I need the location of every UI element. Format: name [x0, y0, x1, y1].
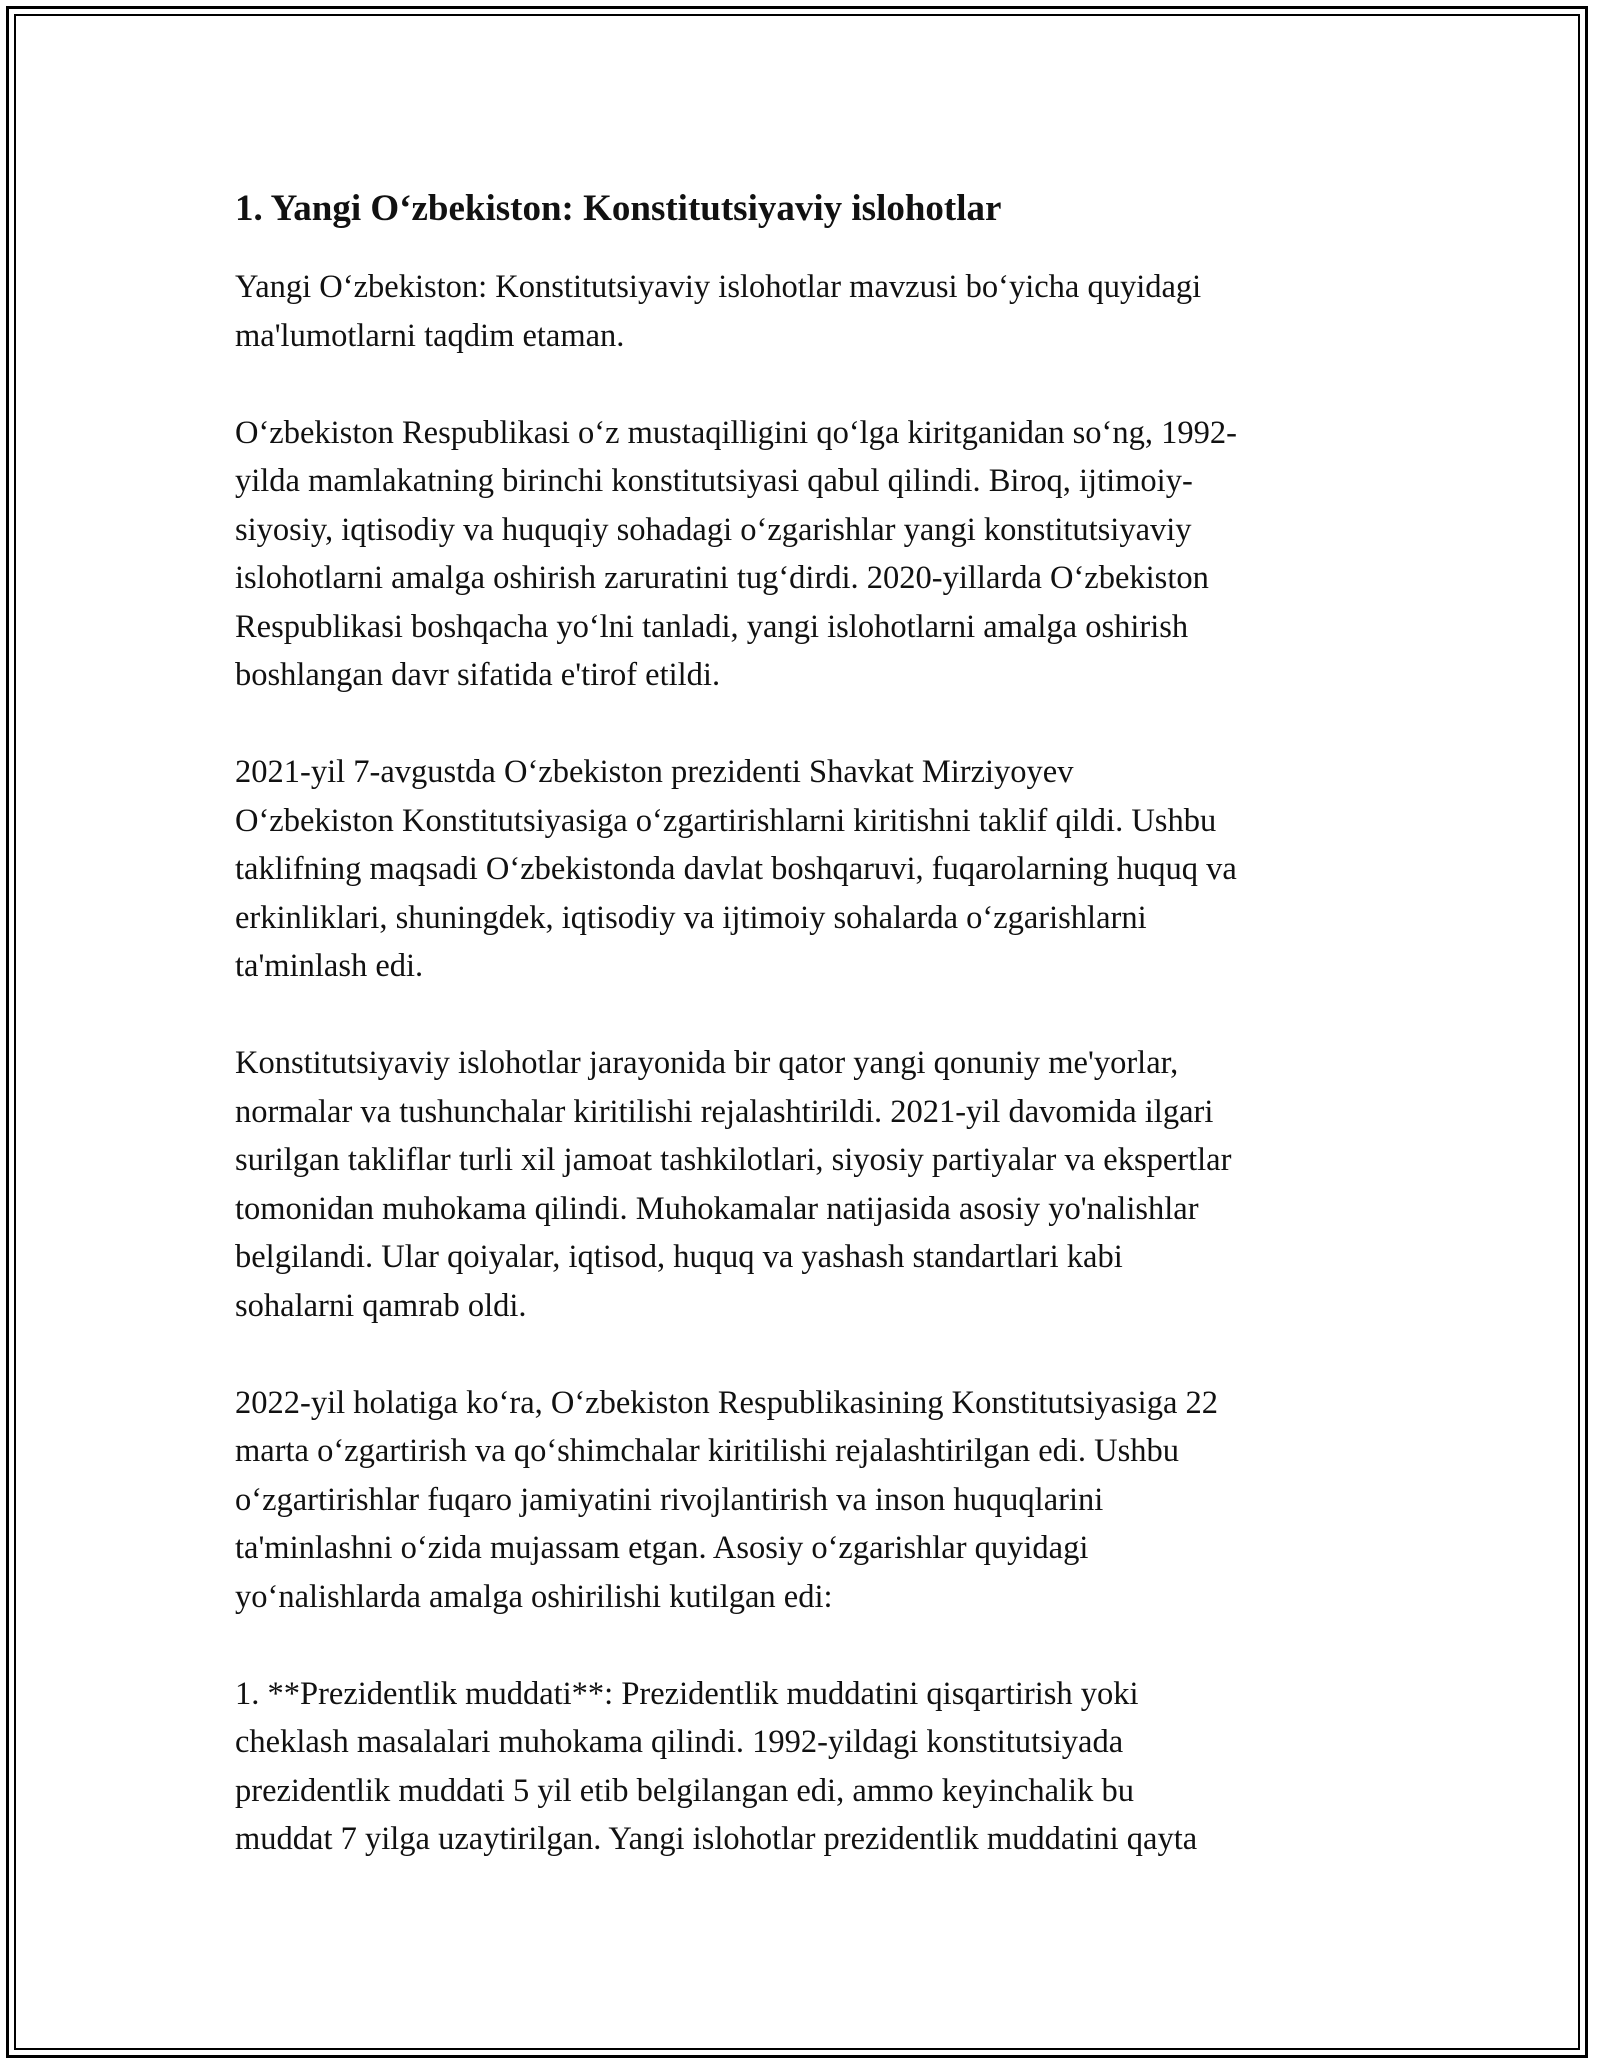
- text-line: 2021-yil 7-avgustda O‘zbekiston prezidenti Shavkat Mirziyoyev: [235, 754, 1074, 791]
- text-line: erkinliklari, shuningdek, iqtisodiy va ijtimoiy sohalarda o‘zgarishlarni: [235, 899, 1147, 936]
- document-title: 1. Yangi O‘zbekiston: Konstitutsiyaviy islohotlar: [235, 188, 1002, 229]
- text-line: o‘zgartirishlar fuqaro jamiyatini rivojlantirish va inson huquqlarini: [235, 1481, 1104, 1518]
- document-body: [235, 263, 1375, 1864]
- paragraph: [235, 263, 1375, 360]
- document-page: [235, 185, 1375, 1912]
- text-line: tomonidan muhokama qilindi. Muhokamalar natijasida asosiy yo'nalishlar: [235, 1190, 1199, 1227]
- text-line: normalar va tushunchalar kiritilishi rejalashtirildi. 2021-yil davomida ilgari: [235, 1093, 1214, 1130]
- text-line: ta'minlash edi.: [235, 948, 424, 985]
- text-line: marta o‘zgartirish va qo‘shimchalar kiritilishi rejalashtirilgan edi. Ushbu: [235, 1433, 1180, 1470]
- text-line: belgilandi. Ular qoiyalar, iqtisod, huquq va yashash standartlari kabi: [235, 1239, 1123, 1276]
- text-line: cheklash masalalari muhokama qilindi. 1992-yildagi konstitutsiyada: [235, 1724, 1124, 1761]
- text-line: 1. **Prezidentlik muddati**: Prezidentlik muddatini qisqartirish yoki: [235, 1675, 1139, 1712]
- paragraph: [235, 1039, 1375, 1330]
- text-line: yilda mamlakatning birinchi konstitutsiyasi qabul qilindi. Biroq, ijtimoiy-: [235, 463, 1193, 500]
- text-line: surilgan takliflar turli xil jamoat tashkilotlari, siyosiy partiyalar va ekspertlar: [235, 1142, 1232, 1179]
- paragraph: [235, 748, 1375, 991]
- text-line: Yangi O‘zbekiston: Konstitutsiyaviy islohotlar mavzusi bo‘yicha quyidagi: [235, 269, 1202, 306]
- text-line: O‘zbekiston Konstitutsiyasiga o‘zgartirishlarni kiritishni taklif qildi. Ushbu: [235, 802, 1217, 839]
- text-line: yo‘nalishlarda amalga oshirilishi kutilgan edi:: [235, 1578, 833, 1615]
- text-line: prezidentlik muddati 5 yil etib belgilangan edi, ammo keyinchalik bu: [235, 1772, 1134, 1809]
- text-line: O‘zbekiston Respublikasi o‘z mustaqilligini qo‘lga kiritganidan so‘ng, 1992-: [235, 414, 1237, 451]
- text-line: sohalarni qamrab oldi.: [235, 1287, 527, 1324]
- text-line: muddat 7 yilga uzaytirilgan. Yangi islohotlar prezidentlik muddatini qayta: [235, 1821, 1198, 1858]
- text-line: ta'minlashni o‘zida mujassam etgan. Asosiy o‘zgarishlar quyidagi: [235, 1530, 1089, 1567]
- text-line: ma'lumotlarni taqdim etaman.: [235, 317, 625, 354]
- paragraph: [235, 1379, 1375, 1622]
- text-line: Respublikasi boshqacha yo‘lni tanladi, yangi islohotlarni amalga oshirish: [235, 608, 1189, 645]
- text-line: islohotlarni amalga oshirish zaruratini tug‘dirdi. 2020-yillarda O‘zbekiston: [235, 560, 1209, 597]
- text-line: Konstitutsiyaviy islohotlar jarayonida bir qator yangi qonuniy me'yorlar,: [235, 1045, 1179, 1082]
- paragraph: [235, 1670, 1375, 1864]
- text-line: boshlangan davr sifatida e'tirof etildi.: [235, 657, 721, 694]
- paragraph: [235, 409, 1375, 700]
- text-line: siyosiy, iqtisodiy va huquqiy sohadagi o‘zgarishlar yangi konstitutsiyaviy: [235, 511, 1192, 548]
- text-line: taklifning maqsadi O‘zbekistonda davlat boshqaruvi, fuqarolarning huquq va: [235, 851, 1237, 888]
- text-line: 2022-yil holatiga ko‘ra, O‘zbekiston Respublikasining Konstitutsiyasiga 22: [235, 1384, 1218, 1421]
